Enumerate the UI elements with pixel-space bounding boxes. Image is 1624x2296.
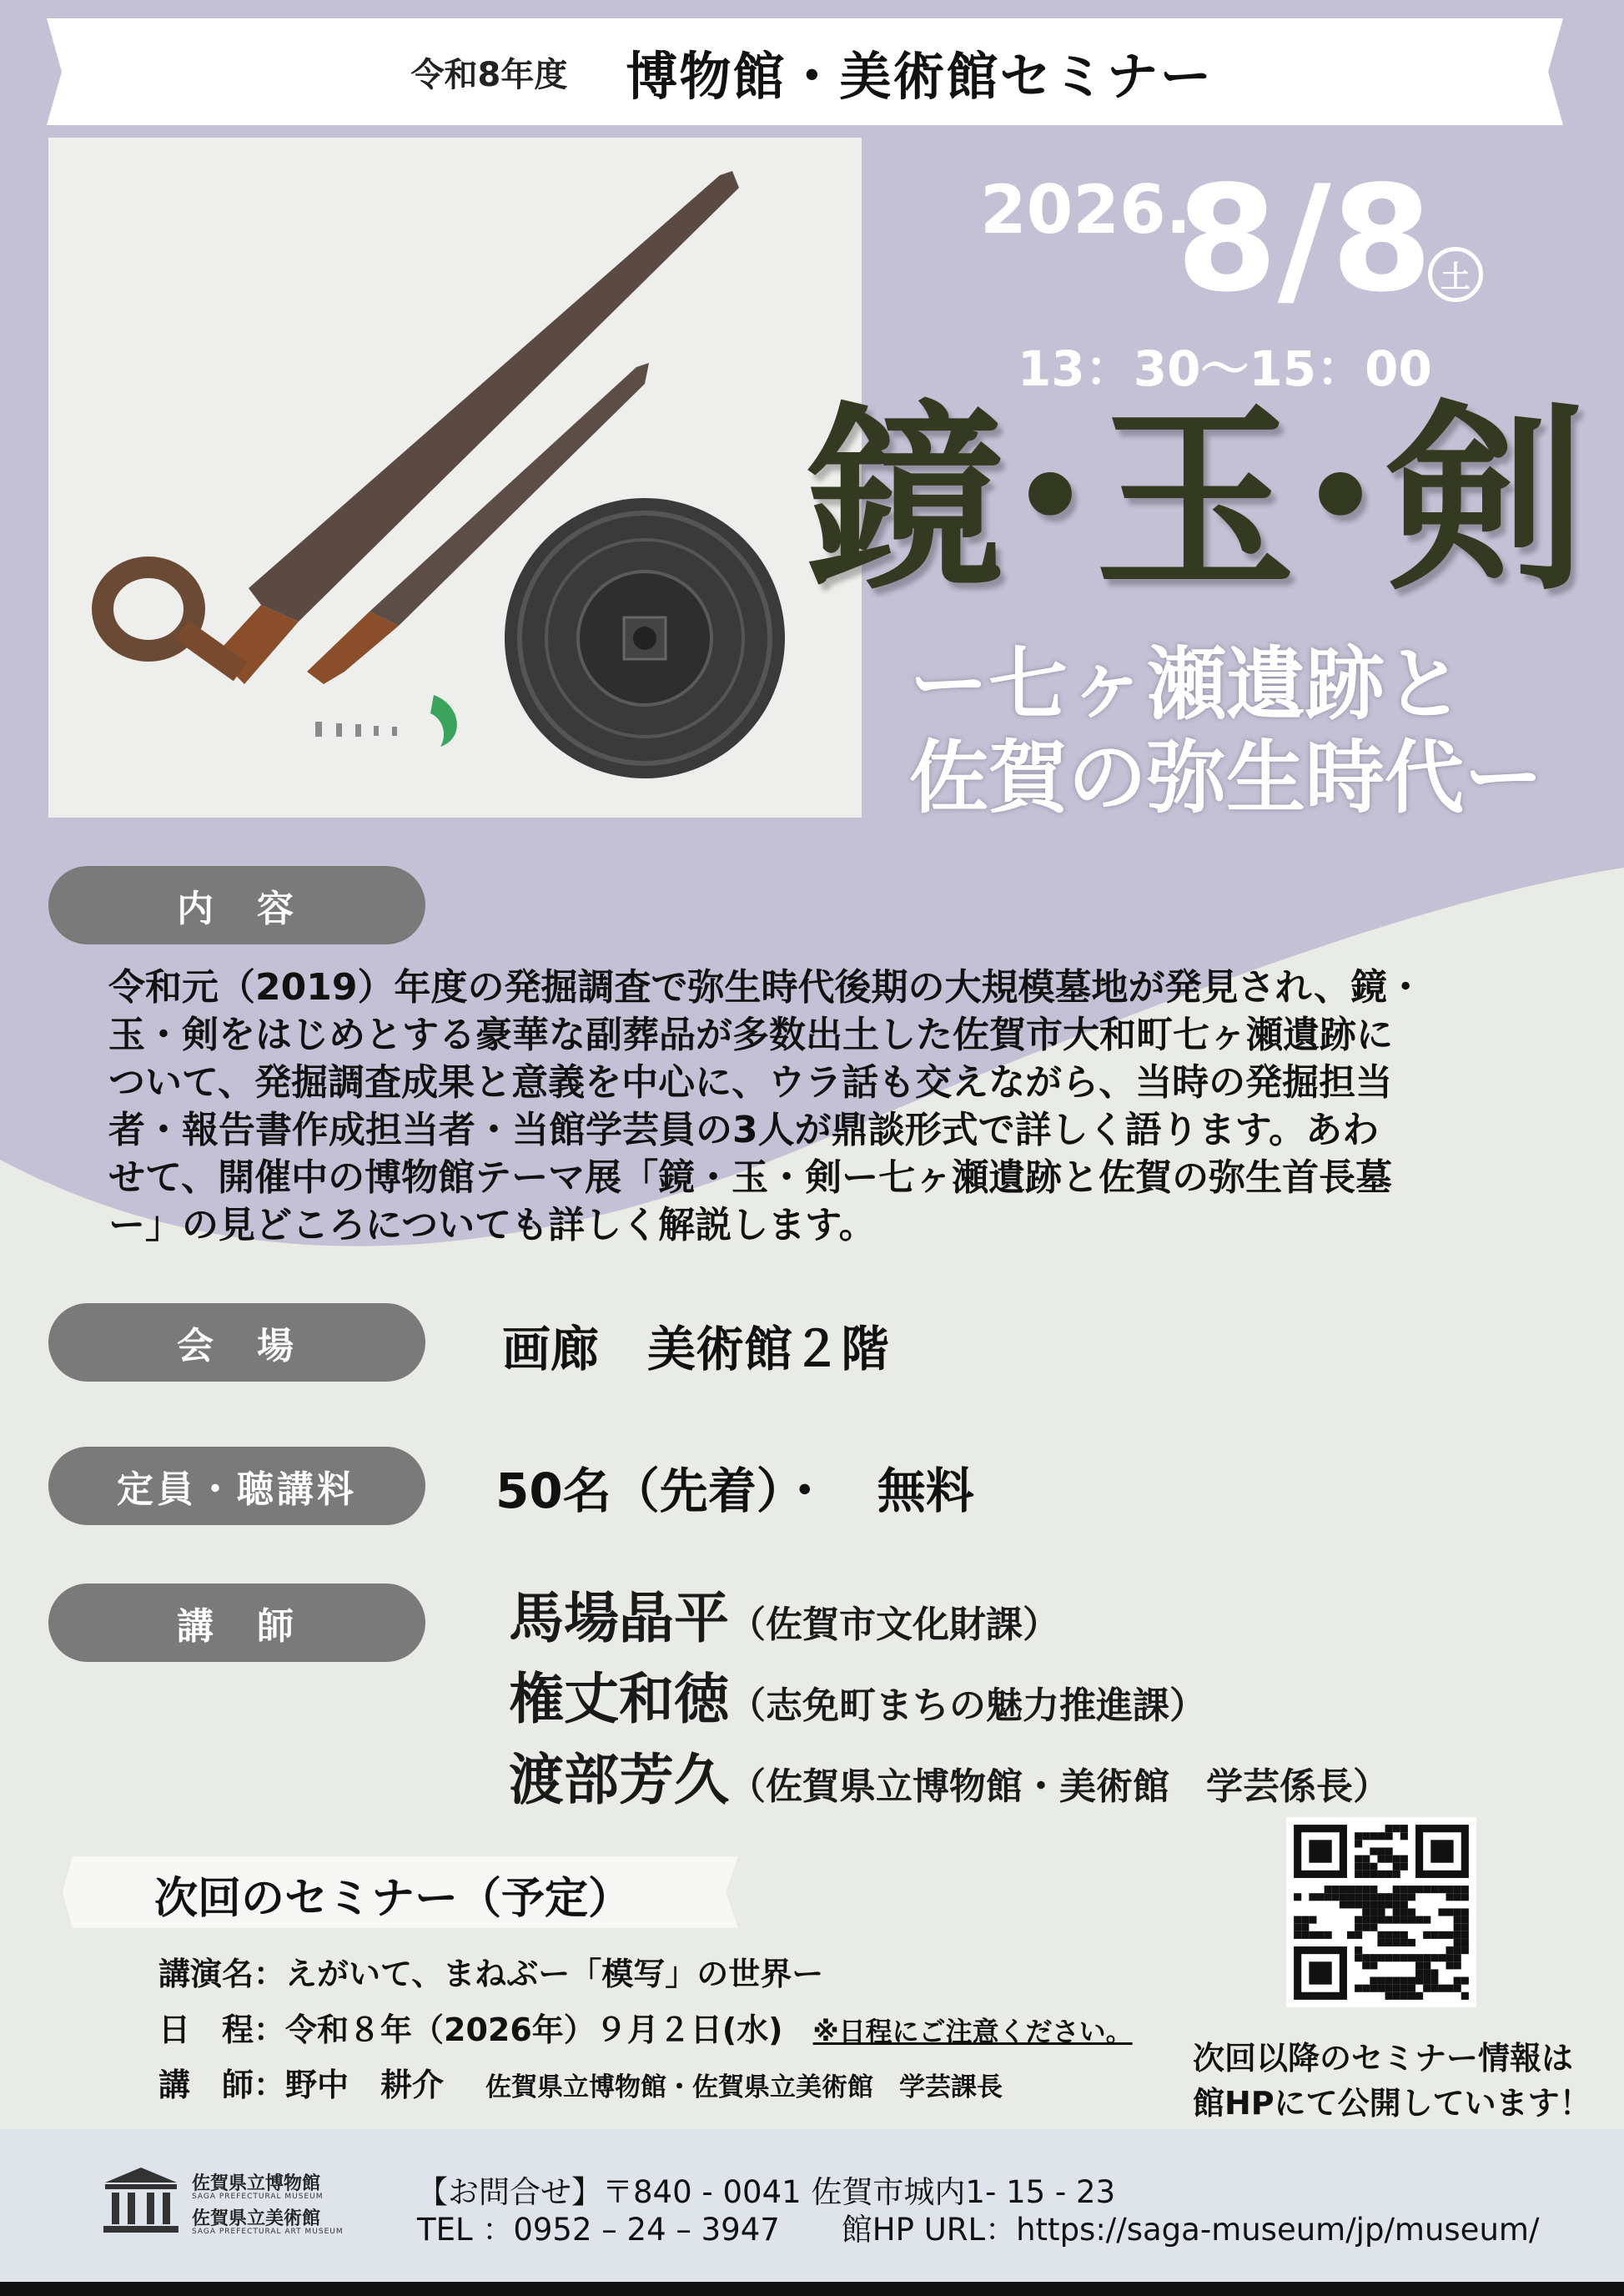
next-seminar-heading: 次回のセミナー（予定） [154,1874,632,1924]
banner-fiscal-year: 令和8年度 [410,55,568,94]
next-title-label: 講演名： [158,1956,286,1992]
qr-caption-line-2: 館HPにて公開しています！ [1193,2085,1591,2122]
lecturer-item [509,1585,1390,1666]
subtitle-line-2: 佐賀の弥生時代ー [909,733,1544,825]
logo-art-museum-name: 佐賀県立美術館 [192,2208,321,2229]
subtitle-line-1: ー七ヶ瀬遺跡と [909,639,1465,731]
lecturer-name: 権丈和徳 [509,1667,729,1731]
content-line: せて、開催中の博物館テーマ展「鏡・玉・剣ー七ヶ瀬遺跡と佐賀の弥生首長墓 [108,1156,1393,1199]
lecturer-name: 馬場晶平 [509,1586,729,1650]
content-line: ー」の見どころについても詳しく解説します。 [108,1204,876,1246]
event-time: 13：30〜15：00 [1018,340,1432,397]
next-seminar-lecturer-row [158,2059,1003,2105]
logo-art-museum-name-en: SAGA PREFECTURAL ART MUSEUM [192,2228,344,2236]
artifact-photo [48,138,862,818]
lecturers-label: 講 師 [48,1584,425,1662]
qr-caption-line-1: 次回以降のセミナー情報は [1193,2040,1574,2077]
content-label: 内 容 [48,866,425,944]
event-weekday: 土 [1428,247,1483,302]
banner-title: 博物館・美術館セミナー [626,45,1214,107]
event-subtitle [909,638,1543,825]
contact-phone-url: TEL ：0952 – 24 – 3947 館HP URL：https://saga-museum/jp/museum/ [417,2212,1540,2248]
logo-museum-name: 佐賀県立博物館 [192,2173,321,2194]
next-date-note: ※日程にご注意ください。 [812,2016,1133,2047]
qr-caption [1193,2036,1591,2126]
lecturer-name: 渡部芳久 [509,1748,729,1812]
content-line: 者・報告書作成担当者・当館学芸員の3人が鼎談形式で詳しく語ります。あわ [108,1109,1380,1151]
museum-logo-icon [102,2166,180,2236]
event-year: 2026. [980,171,1192,249]
venue-label: 会 場 [48,1303,425,1382]
next-lecturer-value: 野中 耕介 [285,2067,445,2103]
next-lecturer-label: 講 師： [158,2067,286,2103]
beads-image [315,722,322,737]
magatama-image [430,695,457,747]
event-date: 8/8 [1176,155,1433,325]
content-description [108,964,1526,1249]
content-line: 令和元（2019）年度の発掘調査で弥生時代後期の大規模墓地が発見され、鏡・ [108,966,1425,1009]
content-line: 玉・剣をはじめとする豪華な副葬品が多数出土した佐賀市大和町七ヶ瀬遺跡に [108,1014,1393,1056]
capacity-label: 定員・聴講料 [48,1447,425,1525]
lecturer-affiliation: （佐賀県立博物館・美術館 学芸係長） [729,1765,1390,1808]
next-seminar-title-row [158,1948,823,1994]
contact-address: 【お問合せ】〒840 - 0041 佐賀市城内1- 15 - 23 [417,2174,1116,2210]
logo-museum-name-en: SAGA PREFECTURAL MUSEUM [192,2193,324,2201]
lecturer-affiliation: （志免町まちの魅力推進課） [729,1684,1206,1727]
lecturer-list [509,1585,1390,1828]
footer-rule [0,2282,1624,2296]
next-title-value: えがいて、まねぶー「模写」の世界ー [285,1956,824,1992]
qr-code[interactable] [1286,1817,1476,2007]
venue-value: 画廊 美術館２階 [502,1321,890,1377]
next-seminar-date-row [158,2004,1133,2050]
next-date-label: 日 程： [158,2012,286,2048]
capacity-value: 50名（先着）・ 無料 [495,1463,974,1519]
lecturer-item [509,1666,1390,1747]
bronze-mirror-image [505,498,785,778]
next-date-value: 令和８年（2026年）９月２日(水) [285,2012,783,2048]
next-lecturer-affiliation: 佐賀県立博物館・佐賀県立美術館 学芸課長 [485,2072,1003,2102]
content-line: ついて、発掘調査成果と意義を中心に、ウラ話も交えながら、当時の発掘担当 [108,1061,1393,1104]
lecturer-affiliation: （佐賀市文化財課） [729,1604,1059,1646]
banner-heading [0,18,1624,125]
event-title: 鏡･玉･剣 [804,384,1581,617]
lecturer-item [509,1747,1390,1828]
